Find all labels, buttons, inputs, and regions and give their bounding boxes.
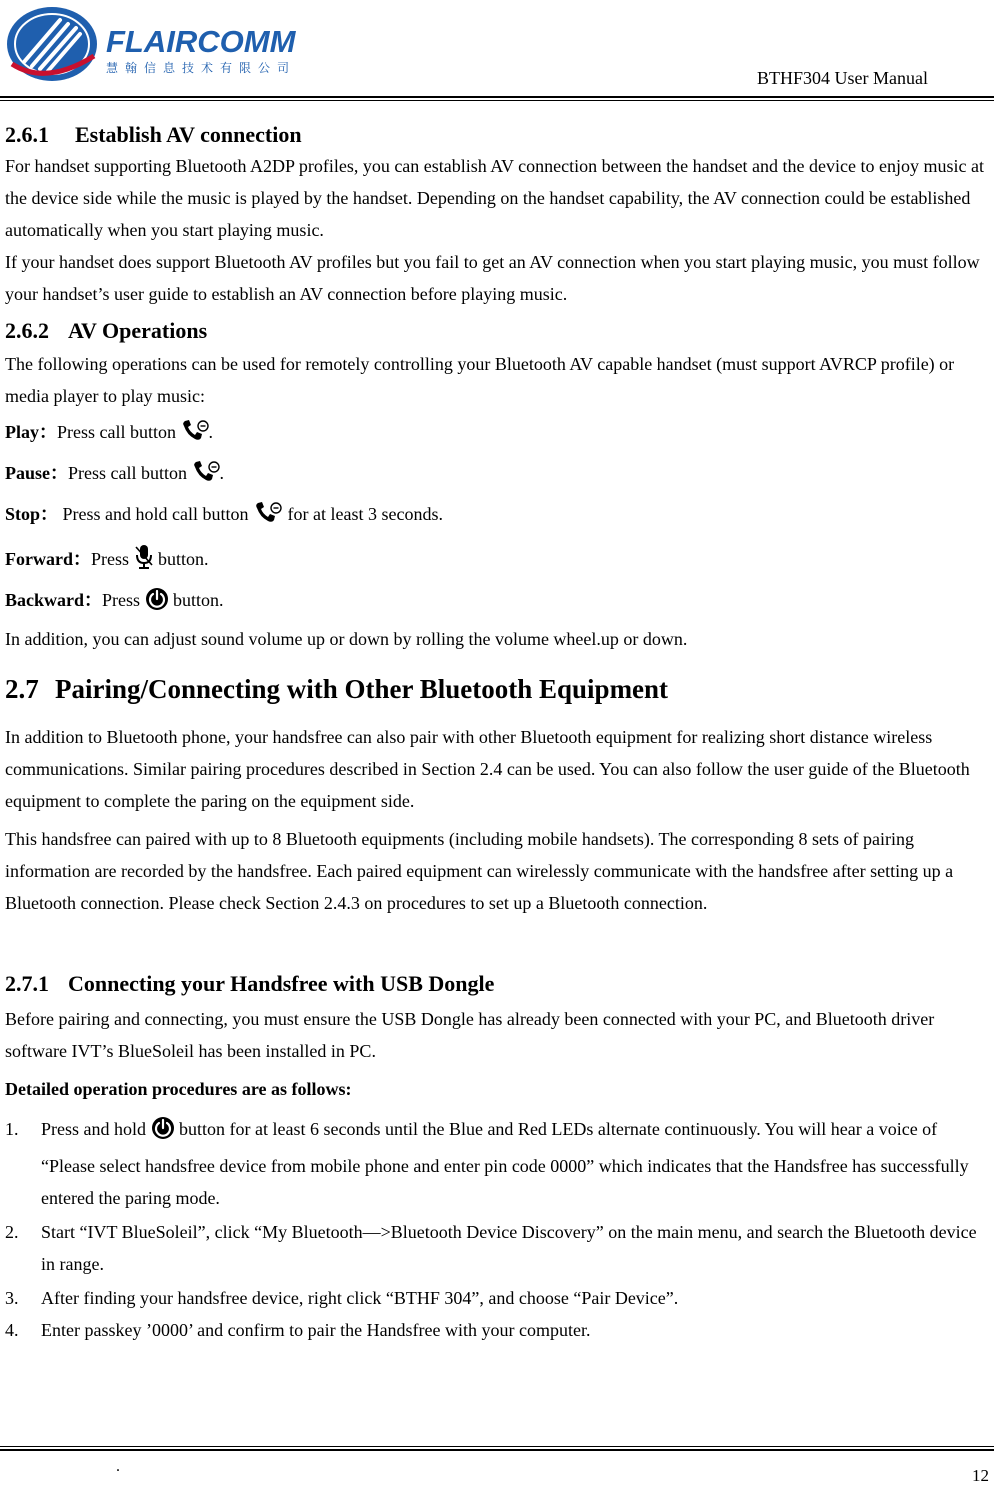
paragraph: The following operations can be used for remotely controlling your Bluetooth AV capable handset (must support AVRCP profile) or media player to play music:	[5, 354, 955, 406]
list-item: 1. Press and hold button for at least 6 seconds until the Blue and Red LEDs alternate continuously. You will hear a voice of “Please select handsfree device from mobile phone and enter pin code 0000” which indicates that the Handsfree has successfully entered the paring mode.	[5, 1113, 989, 1214]
footer-rule-thick	[0, 1449, 994, 1451]
company-logo	[6, 6, 306, 90]
svg-text:慧翰信息技术有限公司: 慧翰信息技术有限公司	[106, 61, 297, 75]
heading-2-6-2: 2.6.2 AV Operations	[5, 318, 208, 343]
call-button-icon	[181, 419, 209, 453]
flaircomm-logo-icon	[6, 6, 306, 90]
paragraph: This handsfree can paired with up to 8 Bluetooth equipments (including mobile handsets). The corresponding 8 sets of pairing information are recorded by the handsfree. Each paired equipment can wirelessly communicate with the handsfree after setting up a Bluetooth connection. Please check Section 2.4.3 on procedures to set up a Bluetooth connection.	[5, 829, 954, 913]
procedure-heading: Detailed operation procedures are as follows:	[5, 1079, 352, 1099]
list-item: 2. Start “IVT BlueSoleil”, click “My Bluetooth—>Bluetooth Device Discovery” on the main menu, and search the Bluetooth device in range.	[5, 1222, 977, 1274]
heading-2-7: 2.7 Pairing/Connecting with Other Bluetooth Equipment	[5, 674, 669, 704]
forward-operation: Forward：Press button.	[5, 543, 989, 580]
header-rule-thin	[0, 100, 994, 101]
header-rule-thick	[0, 96, 994, 98]
power-icon	[145, 587, 169, 621]
paragraph: If your handset does support Bluetooth AV profiles but you fail to get an AV connection when you start playing music, you must follow your handset’s user guide to establish an AV connection before playing music.	[5, 252, 980, 304]
document-title: BTHF304 User Manual	[757, 68, 928, 88]
paragraph: Before pairing and connecting, you must ensure the USB Dongle has already been connected with your PC, and Bluetooth driver software IVT’s BlueSoleil has been installed in PC.	[5, 1009, 935, 1061]
paragraph: In addition, you can adjust sound volume up or down by rolling the volume wheel.up or down.	[5, 629, 688, 649]
call-button-icon	[192, 460, 220, 494]
footer-rule-thin	[0, 1446, 994, 1447]
list-item: 4. Enter passkey ’0000’ and confirm to pair the Handsfree with your computer.	[5, 1320, 591, 1340]
pause-operation: Pause：Press call button .	[5, 457, 989, 494]
call-button-icon	[253, 501, 283, 535]
paragraph: In addition to Bluetooth phone, your handsfree can also pair with other Bluetooth equipment for realizing short distance wireless communications. Similar pairing procedures described in Section 2.4 can be used. You can also follow the user guide of the Bluetooth equipment to complete the paring on the equipment side.	[5, 727, 970, 811]
page-content	[5, 120, 989, 1346]
footer-mark: .	[116, 1458, 120, 1475]
microphone-icon	[134, 544, 154, 580]
stop-operation: Stop： Press and hold call button for at least 3 seconds.	[5, 498, 989, 535]
paragraph: For handset supporting Bluetooth A2DP profiles, you can establish AV connection between the handset and the device to enjoy music at the device side while the music is played by the handset. Depending on the handset capability, the AV connection could be established automatically when you start playing music.	[5, 156, 984, 240]
play-operation: Play：Press call button .	[5, 416, 989, 453]
heading-2-7-1: 2.7.1 Connecting your Handsfree with USB Dongle	[5, 971, 495, 996]
list-item: 3. After finding your handsfree device, right click “BTHF 304”, and choose “Pair Device”.	[5, 1288, 679, 1308]
heading-2-6-1: 2.6.1 Establish AV connection	[5, 122, 302, 147]
page-number: 12	[972, 1466, 989, 1485]
procedure-list	[5, 1113, 989, 1346]
svg-text:FLAIRCOMM: FLAIRCOMM	[106, 24, 296, 59]
backward-operation: Backward：Press button.	[5, 584, 989, 621]
power-icon	[151, 1116, 175, 1150]
